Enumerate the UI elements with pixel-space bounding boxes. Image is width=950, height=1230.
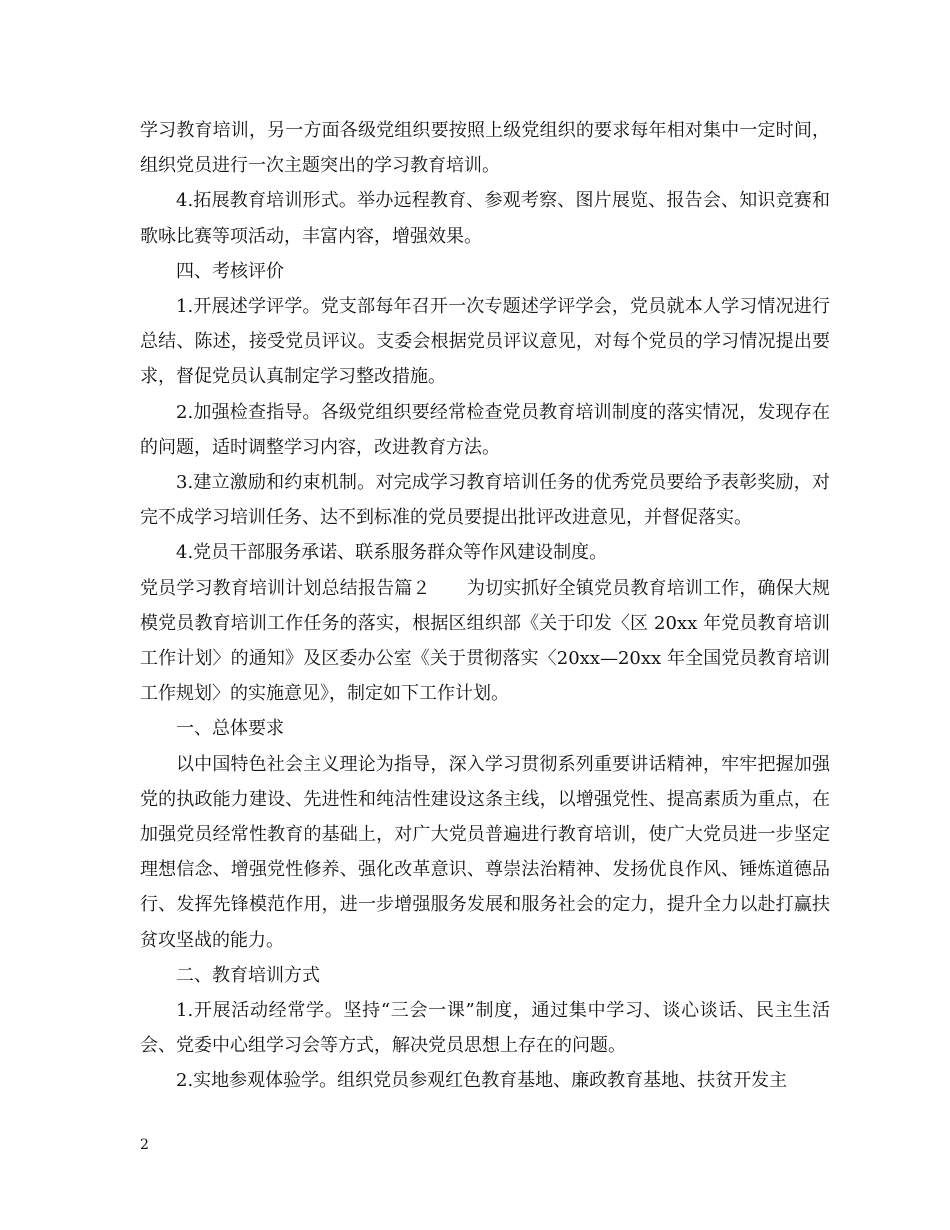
paragraph-method-1-activities: 1.开展活动经常学。坚持“三会一课”制度，通过集中学习、谈心谈话、民主生活会、党委中心组学习会等方式，解决党员思想上存在的问题。 [140, 1000, 830, 1057]
page-number: 2 [140, 1137, 149, 1153]
paragraph-item-1-review: 1.开展述学评学。党支部每年召开一次专题述学评学会，党员就本人学习情况进行总结、陈述，接受党员评议。支委会根据党员评议意见，对每个党员的学习情况提出要求，督促党员认真制定学习整改措施。 [140, 296, 830, 388]
paragraph-method-2-field-visits: 2.实地参观体验学。组织党员参观红色教育基地、廉政教育基地、扶贫开发主 [176, 1070, 788, 1092]
paragraph-guiding-theory: 以中国特色社会主义理论为指导，深入学习贯彻系列重要讲话精神，牢牢把握加强党的执政能力建设、先进性和纯洁性建设这条主线，以增强党性、提高素质为重点，在加强党员经常性教育的基础上，对广大党员普遍进行教育培训，使广大党员进一步坚定理想信念、增强党性修养、强化改革意识、尊崇法治精神、发扬优良作风、锤炼道德品行、发挥先锋模范作用，进一步增强服务发展和服务社会的定力，提升全力以赴打赢扶贫攻坚战的能力。 [140, 753, 830, 951]
paragraph-item-3-incentives: 3.建立激励和约束机制。对完成学习教育培训任务的优秀党员要给予表彰奖励，对完不成学习培训任务、达不到标准的党员要提出批评改进意见，并督促落实。 [140, 472, 830, 529]
section-heading-training-methods: 二、教育培训方式 [176, 964, 320, 986]
section-heading-assessment: 四、考核评价 [176, 260, 284, 282]
paragraph-item-2-inspection: 2.加强检查指导。各级党组织要经常检查党员教育培训制度的落实情况，发现存在的问题，适时调整学习内容，改进教育方法。 [140, 401, 830, 458]
document-body [140, 113, 830, 1099]
paragraph-item-4-service: 4.党员干部服务承诺、联系服务群众等作风建设制度。 [176, 542, 608, 564]
paragraph-continuation: 学习教育培训，另一方面各级党组织要按照上级党组织的要求每年相对集中一定时间，组织党员进行一次主题突出的学习教育培训。 [140, 120, 830, 177]
paragraph-item-4-training-forms: 4.拓展教育培训形式。举办远程教育、参观考察、图片展览、报告会、知识竞赛和歌咏比赛等项活动，丰富内容，增强效果。 [140, 190, 830, 247]
paragraph-report-part-2: 党员学习教育培训计划总结报告篇２ 为切实抓好全镇党员教育培训工作，确保大规模党员教育培训工作任务的落实，根据区组织部《关于印发〈区 20xx 年党员教育培训工作计划〉的通知》及区委办公室《关于贯彻落实〈20xx—20xx 年全国党员教育培训工作规划〉的实施意见》，制定如下工作计划。 [140, 577, 830, 705]
section-heading-general-requirements: 一、总体要求 [176, 718, 284, 740]
